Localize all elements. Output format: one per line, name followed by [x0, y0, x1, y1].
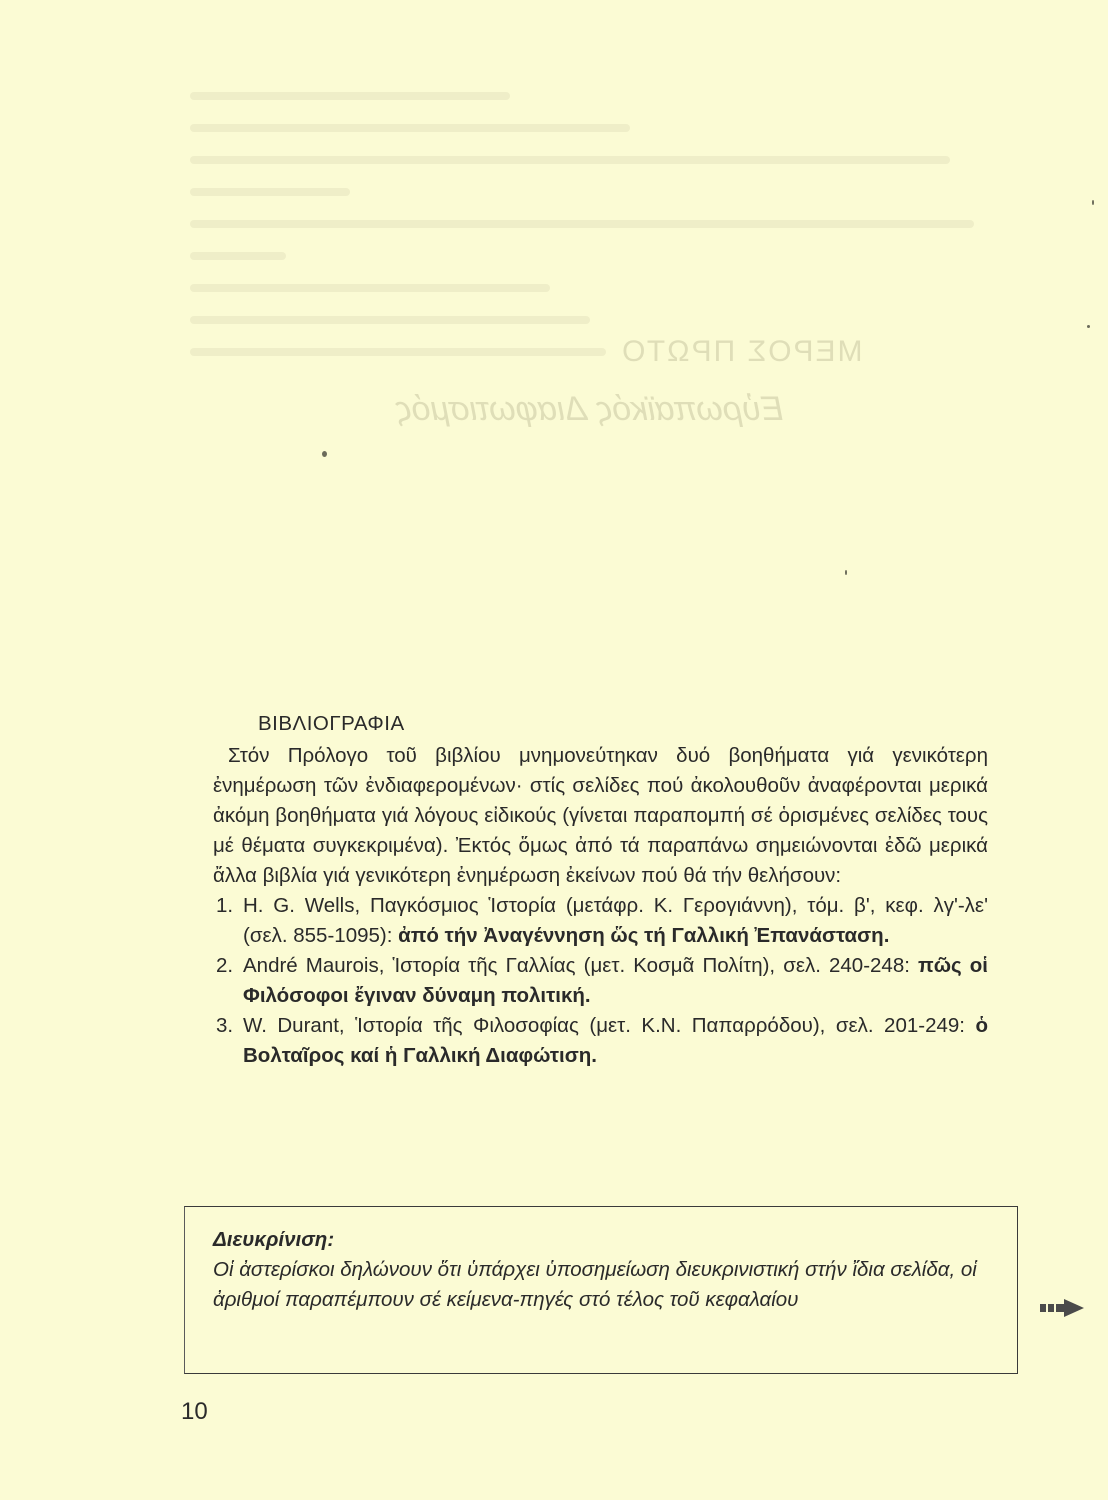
item-text: H. G. Wells, Παγκόσμιος Ἱστορία (μετάφρ. Κ. Γερογιάννη), τόμ. β', κεφ. λγ'-λε' (σελ. 855-1095): [243, 894, 988, 947]
ink-speck [1087, 325, 1090, 328]
page-number: 10 [181, 1398, 208, 1425]
bleed-through-subtitle: Εὐρωπαϊκός Διαφωτισμός [395, 390, 784, 428]
clarification-text: Οἱ ἀστερίσκοι δηλώνουν ὅτι ὑπάρχει ὑποσημείωση διευκρινιστική στήν ἴδια σελίδα, οἱ ἀριθμοί παραπέμπουν σέ κείμενα-πηγές στό τέλος τοῦ κεφαλαίου [213, 1258, 977, 1311]
list-item [216, 891, 988, 951]
item-text: W. Durant, Ἱστορία τῆς Φιλοσοφίας (μετ. Κ.Ν. Παπαρρόδου), σελ. 201-249: [243, 1014, 965, 1037]
item-number: 1. [216, 894, 234, 917]
item-text: André Maurois, Ἱστορία τῆς Γαλλίας (μετ. Κοσμᾶ Πολίτη), σελ. 240-248: [243, 954, 910, 977]
ink-speck [845, 570, 847, 575]
bibliography-list [216, 891, 988, 1071]
bleed-through-title: ΜΕΡΟΣ ΠΡΩΤΟ [620, 335, 863, 368]
item-topic: ἀπό τήν Ἀναγέννηση ὥς τή Γαλλική Ἐπανάσταση. [398, 924, 890, 947]
ink-speck [1092, 200, 1094, 205]
clarification-content [213, 1225, 989, 1315]
bleed-through-lines [190, 92, 990, 380]
section-heading: ΒΙΒΛΙΟΓΡΑΦΙΑ [258, 712, 405, 735]
list-item [216, 1011, 988, 1071]
item-number: 3. [216, 1014, 234, 1037]
arrow-right-icon [1040, 1298, 1084, 1318]
item-number: 2. [216, 954, 234, 977]
item-topic: ὁ Βολταῖρος καί ἡ Γαλλική Διαφώτιση. [243, 1014, 988, 1067]
clarification-box [184, 1206, 1018, 1374]
clarification-title: Διευκρίνιση: [213, 1228, 335, 1251]
intro-paragraph: Στόν Πρόλογο τοῦ βιβλίου μνημονεύτηκαν δυό βοηθήματα γιά γενικότερη ἐνημέρωση τῶν ἐνδιαφερομένων· στίς σελίδες πού ἀκολουθοῦν ἀναφέρονται μερικά ἀκόμη βοηθήματα γιά λόγους εἰδικούς (γίνεται παραπομπή σέ ὁρισμένες σελίδες τους μέ θέματα συγκεκριμένα). Ἐκτός ὅμως ἀπό τά παραπάνω σημειώνονται ἐδῶ μερικά ἄλλα βιβλία γιά γενικότερη ἐνημέρωση ἐκείνων πού θά τήν θελήσουν: [213, 744, 988, 887]
list-item [216, 951, 988, 1011]
ink-speck [322, 451, 327, 457]
bibliography-section [213, 709, 988, 1071]
item-topic: πῶς οἱ Φιλόσοφοι ἔγιναν δύναμη πολιτική. [243, 954, 988, 1007]
